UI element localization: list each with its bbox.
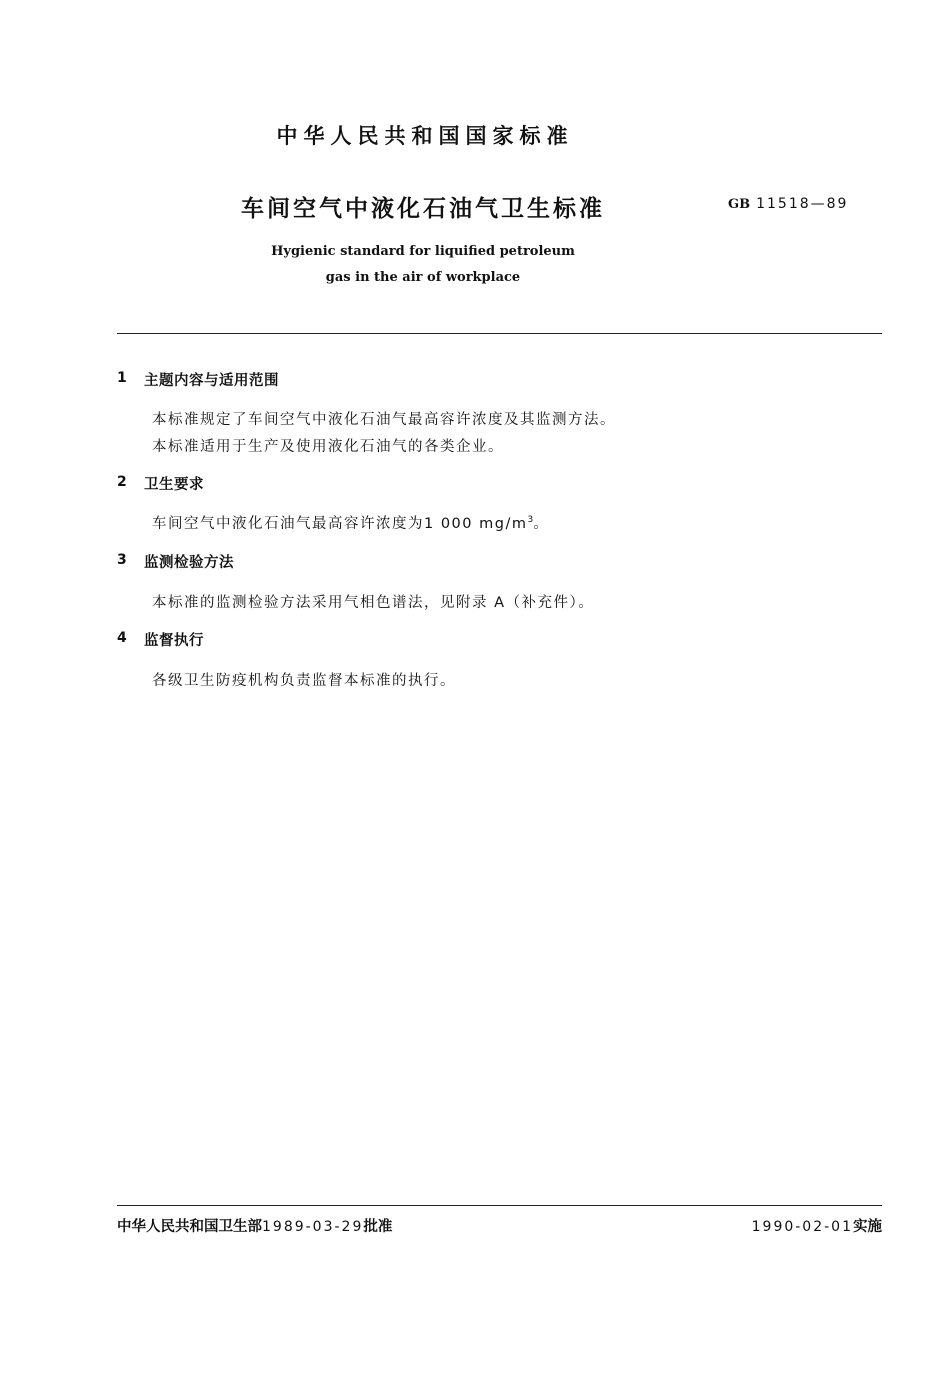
unit-superscript: 3 <box>527 515 534 525</box>
english-title-line-1: Hygienic standard for liquified petroleum <box>271 244 575 259</box>
approval-line <box>117 1215 392 1236</box>
standard-title: 车间空气中液化石油气卫生标准 <box>241 196 605 222</box>
section-4-title: 监督执行 <box>144 633 204 649</box>
max-concentration-text: 车间空气中液化石油气最高容许浓度为1 000 mg/m <box>152 516 528 532</box>
sentence-end: 。 <box>533 516 550 532</box>
approval-label: 批准 <box>363 1219 393 1235</box>
section-1-number: 1 <box>117 370 127 386</box>
section-2-paragraph-1 <box>152 512 549 533</box>
issuing-authority: 中华人民共和国卫生部 <box>117 1219 262 1235</box>
section-3-paragraph-1: 本标准的监测检验方法采用气相色谱法，见附录 A（补充件）。 <box>152 595 595 611</box>
section-1-paragraph-1: 本标准规定了车间空气中液化石油气最高容许浓度及其监测方法。 <box>152 412 616 428</box>
section-1-paragraph-2: 本标准适用于生产及使用液化石油气的各类企业。 <box>152 439 504 455</box>
section-2-title: 卫生要求 <box>144 477 204 493</box>
document-header: 中华人民共和国国家标准 <box>276 124 574 148</box>
top-divider <box>117 333 882 334</box>
section-2-number: 2 <box>117 474 127 490</box>
english-title-line-2: gas in the air of workplace <box>325 270 521 285</box>
section-4-number: 4 <box>117 630 127 646</box>
section-4-paragraph-1: 各级卫生防疫机构负责监督本标准的执行。 <box>152 673 456 689</box>
effective-label: 实施 <box>853 1219 882 1235</box>
section-1-title: 主题内容与适用范围 <box>144 373 279 389</box>
approval-date: 1989-03-29 <box>262 1219 364 1235</box>
section-3-number: 3 <box>117 552 127 568</box>
standard-code <box>728 196 848 212</box>
effective-date: 1990-02-01 <box>751 1219 853 1235</box>
bottom-divider <box>117 1205 882 1206</box>
standard-code-number: 11518—89 <box>756 196 849 212</box>
section-3-title: 监测检验方法 <box>144 555 234 571</box>
effective-line <box>752 1215 882 1236</box>
standard-code-prefix: GB <box>728 197 751 212</box>
